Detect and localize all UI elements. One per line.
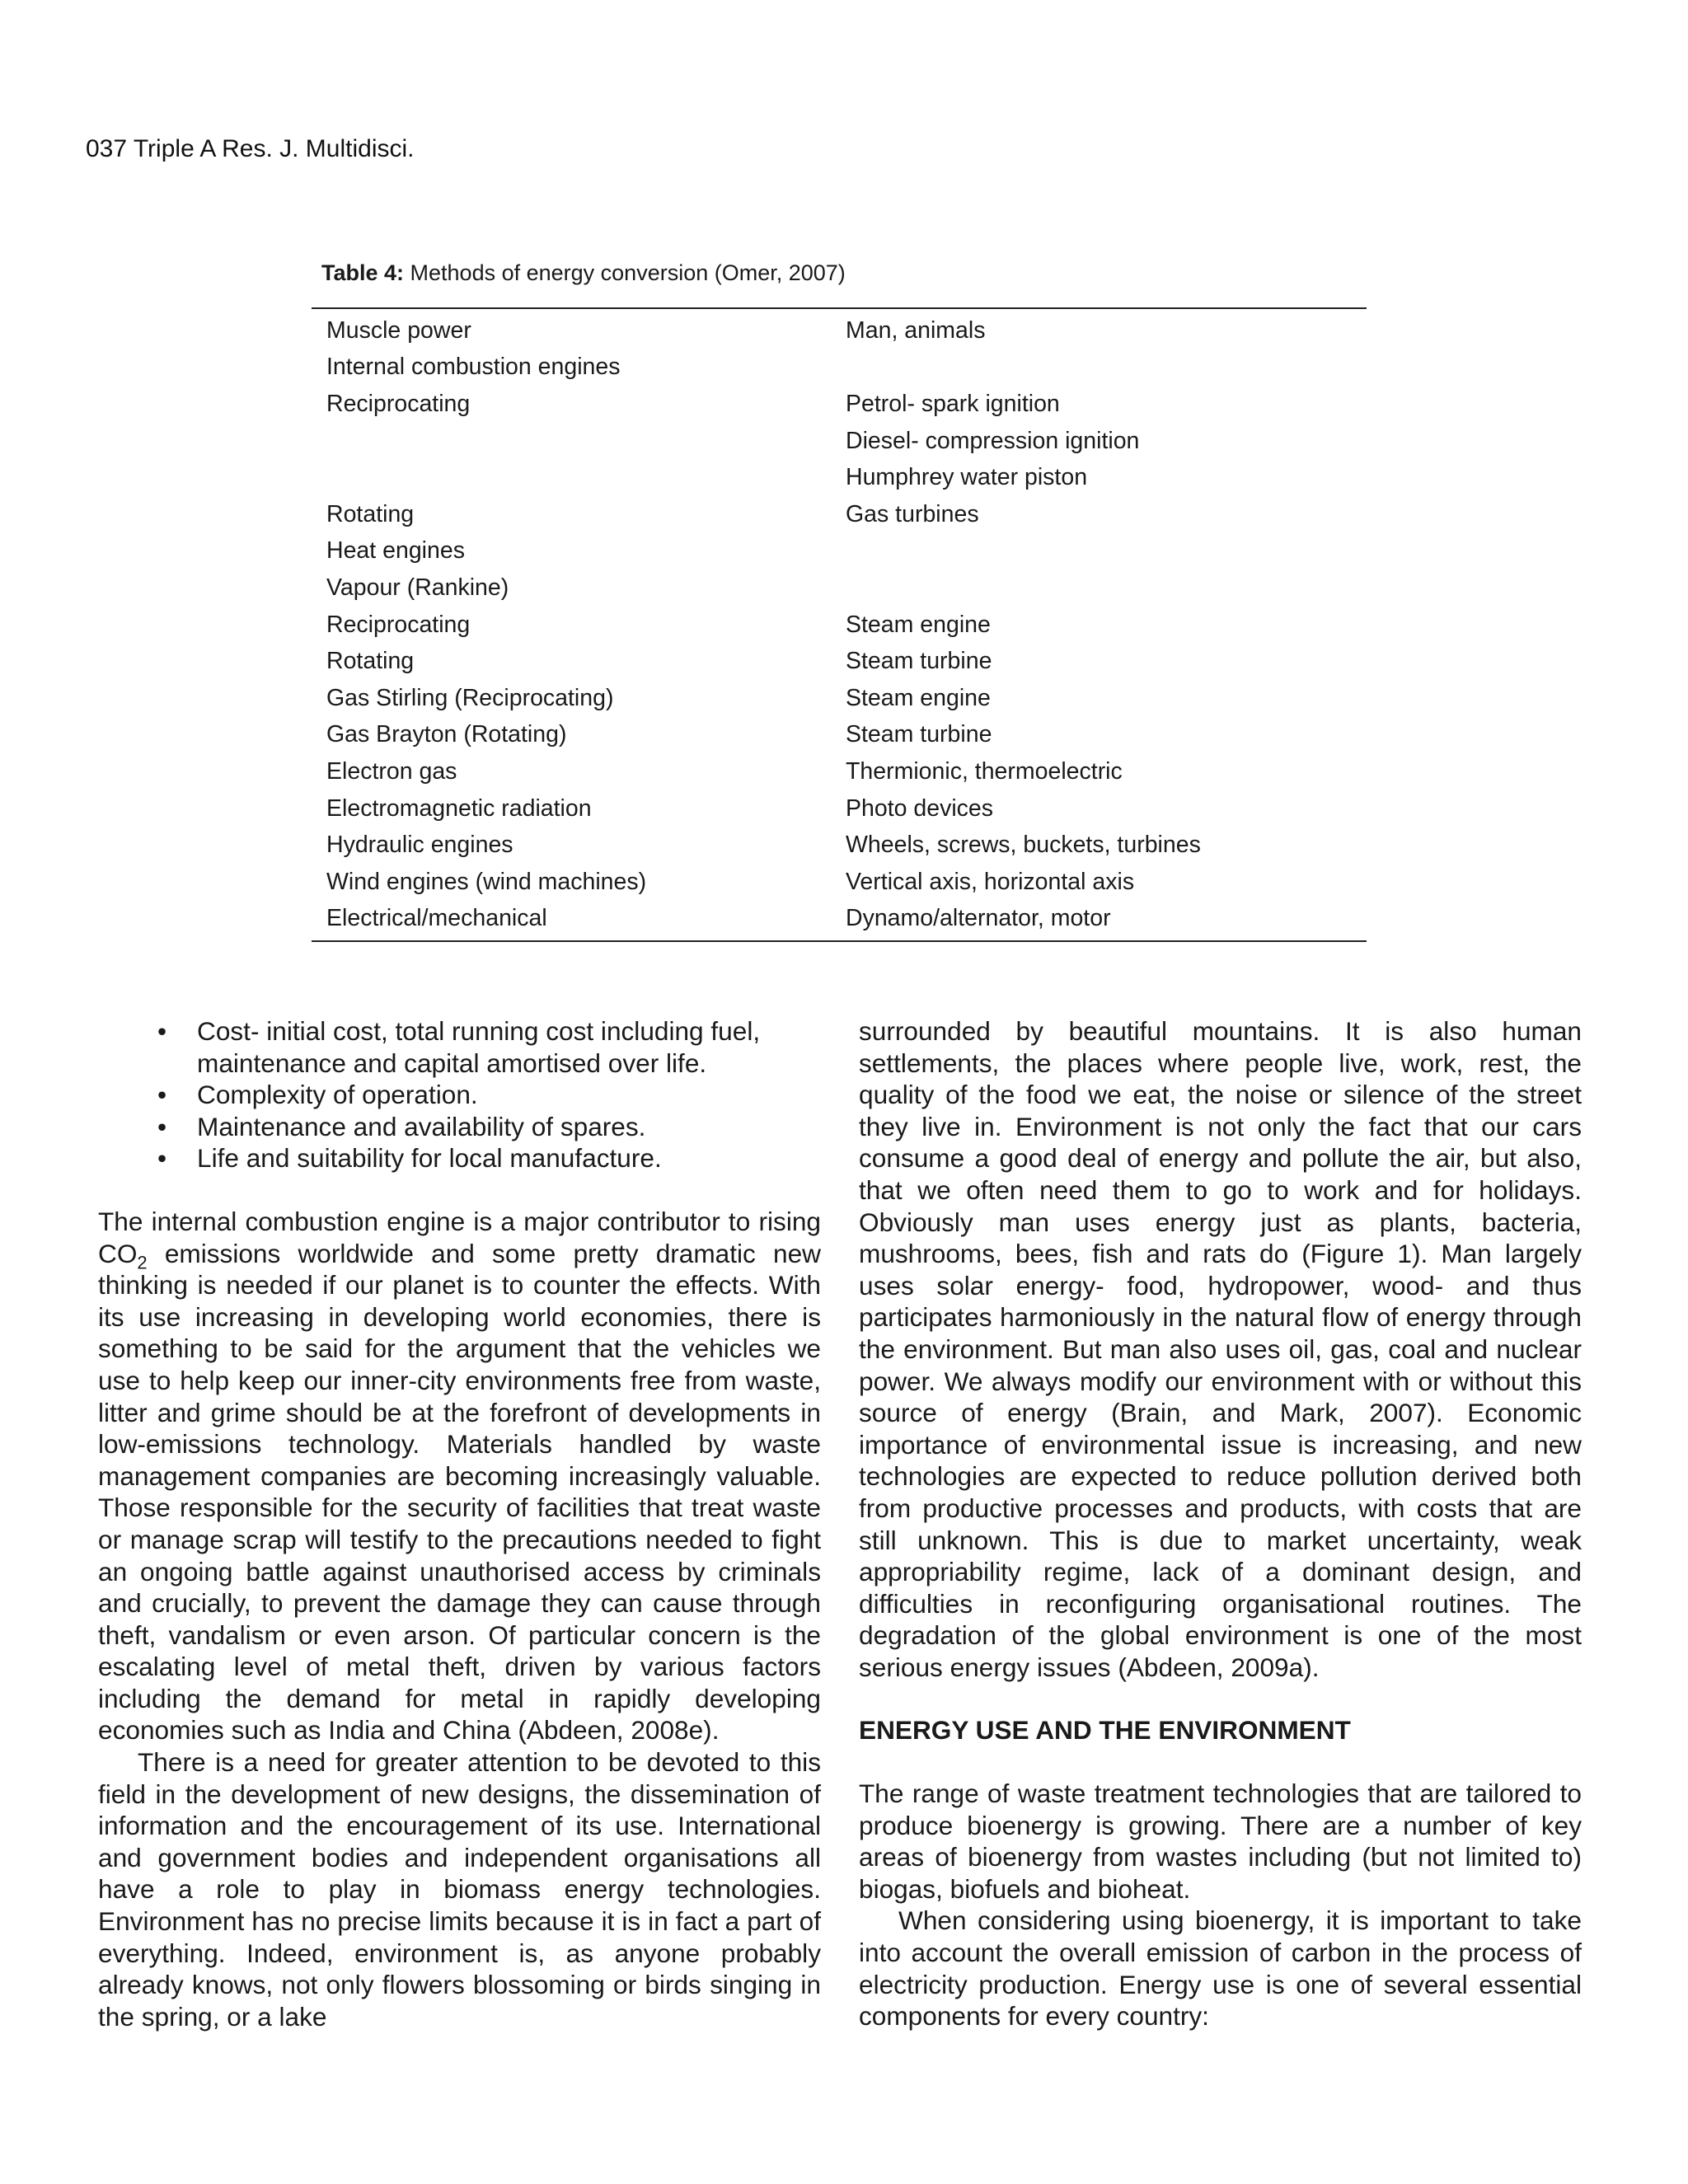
table-cell-method	[312, 459, 831, 496]
table-row	[312, 308, 1367, 349]
bullet-icon: •	[157, 1016, 167, 1046]
list-item	[98, 1015, 821, 1079]
table-caption-label: Table 4:	[321, 260, 405, 285]
table-cell-method: Wind engines (wind machines)	[326, 868, 647, 895]
table-row	[312, 643, 1367, 680]
table-cell-method: Reciprocating	[326, 390, 471, 417]
table-cell-method: Muscle power	[326, 316, 471, 344]
table-cell-example: Diesel- compression ignition	[846, 427, 1140, 454]
energy-conversion-table	[312, 307, 1367, 942]
table-cell-example: Thermionic, thermoelectric	[846, 757, 1123, 785]
running-head: 037 Triple A Res. J. Multidisci.	[86, 135, 415, 162]
list-item-text: Complexity of operation.	[197, 1080, 478, 1110]
table-cell-method: Hydraulic engines	[326, 832, 513, 859]
paragraph-text: The internal combustion engine is a major contributor to rising CO	[98, 1206, 821, 1268]
table-cell-method: Vapour (Rankine)	[326, 574, 509, 601]
list-item	[98, 1079, 821, 1111]
table-row	[312, 569, 1367, 607]
table-caption-text: Methods of energy conversion (Omer, 2007)	[404, 260, 846, 285]
list-item-text: Life and suitability for local manufacture.	[197, 1143, 662, 1174]
section-heading: ENERGY USE AND THE ENVIRONMENT	[859, 1715, 1351, 1746]
table-row	[312, 753, 1367, 790]
criteria-list	[98, 1015, 821, 1174]
paragraph-environment: surrounded by beautiful mountains. It is also human settlements, the places where people live, work, rest, the quality of the food we eat, the noise or silence of the street they live in. Environment is not only the fact that our cars consume a good deal of energy and pollute the air, but also, that we often need them to go to work and for holidays. Obviously man uses energy just as plants, bacteria, mushrooms, bees, fish and rats do (Figure 1). Man largely uses solar energy- food, hydropower, wood- and thus participates harmoniously in the natural flow of energy through the environment. But man also uses oil, gas, coal and nuclear power. We always modify our environment with or without this source of energy (Brain, and Mark, 2007). Economic importance of environmental issue is increasing, and new technologies are expected to reduce pollution derived both from productive processes and products, with costs that are still unknown. This is due to market uncertainty, weak appropriability regime, lack of a dominant design, and difficulties in reconfiguring organisational routines. The degradation of the global environment is one of the most serious energy issues (Abdeen, 2009a).	[859, 1016, 1582, 1682]
table-cell-method: Gas Brayton (Rotating)	[326, 721, 567, 748]
table-row	[312, 349, 1367, 387]
table-cell-example: Vertical axis, horizontal axis	[846, 868, 1135, 895]
table-row	[312, 459, 1367, 496]
table-cell-method: Reciprocating	[326, 611, 471, 638]
table-caption	[321, 260, 1367, 286]
bullet-icon: •	[157, 1111, 167, 1141]
table-cell-method: Electron gas	[326, 757, 457, 785]
list-item	[98, 1142, 821, 1174]
table-cell-method: Gas Stirling (Reciprocating)	[326, 684, 614, 711]
table-row	[312, 901, 1367, 942]
subscript: 2	[137, 1251, 148, 1272]
table-cell-method: Electromagnetic radiation	[326, 794, 592, 822]
table-row	[312, 386, 1367, 423]
table-cell-example: Humphrey water piston	[846, 464, 1088, 491]
table-row	[312, 423, 1367, 460]
table-cell-example: Wheels, screws, buckets, turbines	[846, 832, 1201, 859]
table-cell-method	[312, 423, 831, 460]
list-item	[98, 1111, 821, 1143]
table-cell-example: Dynamo/alternator, motor	[846, 905, 1111, 932]
paragraph-combustion-engine	[98, 1206, 821, 1746]
table-cell-example: Man, animals	[846, 316, 986, 344]
table-cell-method: Rotating	[326, 648, 415, 675]
table-cell-method: Heat engines	[326, 537, 465, 565]
table-row	[312, 790, 1367, 827]
table-cell-example: Steam turbine	[846, 721, 992, 748]
table-row	[312, 717, 1367, 754]
table-cell-example	[831, 569, 1367, 607]
table-cell-method: Internal combustion engines	[326, 354, 621, 381]
table-cell-example: Steam turbine	[846, 648, 992, 675]
table-cell-example	[831, 349, 1367, 387]
table-cell-example	[831, 533, 1367, 570]
table-cell-example: Photo devices	[846, 794, 994, 822]
table-row	[312, 533, 1367, 570]
table-row	[312, 680, 1367, 717]
table-row	[312, 827, 1367, 864]
paragraph-bioenergy: When considering using bioenergy, it is important to take into account the overall emission of carbon in the process of electricity production. Energy use is one of several essential components for every country:	[859, 1905, 1582, 2032]
paragraph-waste-treatment: The range of waste treatment technologies that are tailored to produce bioenergy is growing. There are a number of key areas of bioenergy from wastes including (but not limited to) biogas, biofuels and bioheat.	[859, 1779, 1582, 1904]
table-cell-example: Steam engine	[846, 611, 991, 638]
table-row	[312, 607, 1367, 644]
table-cell-example: Steam engine	[846, 684, 991, 711]
table-cell-example: Gas turbines	[846, 500, 979, 527]
left-column	[98, 1015, 821, 2032]
table-cell-example: Petrol- spark ignition	[846, 390, 1060, 417]
right-column	[859, 1015, 1582, 2032]
table-row	[312, 864, 1367, 901]
list-item-text: Maintenance and availability of spares.	[197, 1111, 646, 1141]
table-cell-method: Rotating	[326, 500, 415, 527]
table-row	[312, 496, 1367, 533]
bullet-icon: •	[157, 1080, 167, 1110]
paragraph-attention: There is a need for greater attention to be devoted to this field in the development of new designs, the dissemination of information and the encouragement of its use. International and government bodies and independent organisations all have a role to play in biomass energy technologies. Environment has no precise limits because it is in fact a part of everything. Indeed, environment is, as anyone probably already knows, not only flowers blossoming or birds singing in the spring, or a lake	[98, 1747, 821, 2032]
paragraph-text: emissions worldwide and some pretty dramatic new thinking is needed if our planet is to counter the effects. With its use increasing in developing world economies, there is something to be said for the argument that the vehicles we use to help keep our inner-city environments free from waste, litter and grime should be at the forefront of developments in low-emissions technology. Materials handled by waste management companies are becoming increasingly valuable. Those responsible for the security of facilities that treat waste or manage scrap will testify to the precautions needed to fight an ongoing battle against unauthorised access by criminals and crucially, to prevent the damage they can cause through theft, vandalism or even arson. Of particular concern is the escalating level of metal theft, driven by various factors including the demand for metal in rapidly developing economies such as India and China (Abdeen, 2008e).	[98, 1238, 821, 1746]
table-4	[312, 260, 1367, 942]
bullet-icon: •	[157, 1143, 167, 1174]
table-cell-method: Electrical/mechanical	[326, 905, 547, 932]
list-item-text: Cost- initial cost, total running cost including fuel, maintenance and capital amortised over life.	[197, 1016, 761, 1078]
